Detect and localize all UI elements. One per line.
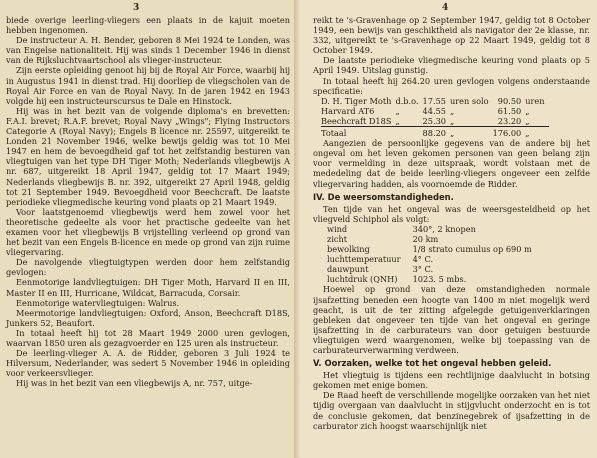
table-cell: „: [450, 105, 455, 116]
weather-intro: Ten tijde van het ongeval was de weersgesteldheid op het vliegveld Schiphol als volgt:: [313, 203, 590, 224]
table-cell: Beechcraft D18S: [321, 116, 395, 127]
page-number-left: 3: [133, 3, 140, 13]
weather-row: [327, 264, 544, 274]
table-cell: 20 km: [412, 233, 439, 244]
paragraph: Aangezien de persoonlijke gegevens van de andere bij het ongeval om het leven gekomen personen van geen belang zijn voor vermelding in deze uitspraak, wordt volstaan met de mededeling dat de beide leerling-vliegers ongeveer een zelfde vliegervaring hadden, als voornoemde de Ridder.: [313, 138, 590, 189]
weather-row: [327, 254, 544, 264]
table-row: [321, 96, 549, 106]
weather-row: [327, 274, 544, 284]
table-cell: 61.50: [497, 105, 522, 116]
table-cell: „: [395, 105, 400, 116]
weather-table: [327, 224, 544, 285]
table-cell: „: [450, 128, 455, 139]
table-cell: Totaal: [321, 128, 347, 139]
paragraph: Hij was in het bezit van een vliegbewijs A, nr. 757, uitge-: [16, 378, 253, 389]
table-cell: „: [525, 105, 530, 116]
paragraph: Zijn eerste opleiding genoot hij bij de Royal Air Force, waarbij hij in Augustus 1941 in dienst trad. Hij doorliep de vliegscholen van de Royal Air Force en van de Royal Navy. In de jaren 1942 en 1943 volgde hij een instructeurscursus te Dale en Hinstock.: [6, 65, 290, 106]
table-cell: 23.20: [493, 116, 526, 127]
paragraph: Eenmotorige landvliegtuigen: DH Tiger Moth, Harvard II en III, Master II en III, Hurricane, Wildcat, Barracuda, Corsair.: [6, 277, 290, 298]
weather-row: [327, 224, 544, 234]
table-cell: 90.50: [497, 95, 522, 106]
paragraph: Voor laatstgenoemd vliegbewijs werd hem zowel voor het theoretische gedeelte als voor het practische gedeelte van het examen voor het vliegbewijs B vrijstelling verleend op grond van het bezit van een Engels B-licence en mede op grond van zijn ruime vliegervaring.: [6, 206, 290, 258]
causes-paragraph-2: De Raad heeft de verschillende mogelijke oorzaken van het niet tijdig overgaan van daalvlucht in stijgvlucht onderzocht en is tot de conclusie gekomen, dat benzinegebrek of ijsafzetting in de carburator zich hoogst waarschijnlijk niet: [313, 390, 590, 431]
table-cell: „: [525, 128, 530, 139]
table-cell: 1023. 5 mbs.: [412, 274, 467, 285]
paragraph: De leerling-vlieger A. A. de Ridder, geboren 3 Juli 1924 te Hilversum, Nederlander, was sedert 5 November 1946 in opleiding voor verkeersvlieger.: [6, 348, 290, 379]
paragraph: reikt te 's-Gravenhage op 2 September 1947, geldig tot 8 October 1949, een bewijs van geschiktheid als navigator der 2e klasse, nr. 332, uitgereikt te 's-Gravenhage op 22 Maart 1949, geldig tot 8 October 1949.: [313, 15, 590, 56]
table-cell: 176.00: [492, 128, 522, 139]
table-cell: Harvard AT6: [321, 105, 375, 116]
table-cell: luchttemperatuur: [327, 254, 401, 265]
table-cell: 25.30: [423, 116, 450, 127]
weather-body: Hoewel op grond van deze omstandigheden normale ijsafzetting beneden een hoogte van 1400 m niet mogelijk werd geacht, is uit de ter zitting afgelegde getuigenverklaringen gebleken dat ongeveer ten tijde van het ongeval en geringe ijsafzetting in de carburateurs van door getuigen bestuurde vliegtuigen werd waargenomen, welke bij toepassing van de carburateurverwarming verdween.: [313, 284, 590, 355]
table-cell: 3° C.: [412, 264, 434, 275]
paragraph: De laatste periodieke vliegmedische keuring vond plaats op 5 April 1949. Uitslag gunstig.: [313, 55, 590, 76]
table-row: [321, 116, 549, 127]
table-cell: „: [525, 116, 548, 127]
right-page-text: [313, 15, 590, 431]
table-cell: „: [395, 116, 422, 127]
table-cell: D. H. Tiger Moth: [321, 95, 392, 106]
table-cell: [395, 127, 422, 139]
section-iv-heading: IV. De weersomstandigheden.: [313, 191, 454, 202]
table-cell: 88.20: [422, 128, 446, 139]
table-row: [321, 106, 549, 116]
table-cell: 17.55: [422, 95, 446, 106]
paragraph: In totaal heeft hij tot 28 Maart 1949 2000 uren gevlogen, waarvan 1850 uren als gezagvoerder en 125 uren als instructeur.: [6, 327, 290, 348]
table-cell: zicht: [327, 233, 348, 244]
paragraph: Hij was in het bezit van de volgende diploma's en brevetten: F.A.I. brevet; R.A.F. brevet; Royal Navy „Wings"; Flying Instructors Categorie A (Royal Navy); Engels B licence nr. 25597, uitgereikt te Londen 21 November 1946, welke bewijs geldig was tot 10 Mei 1947 en hem de bevoegdheid gaf tot het zelfstandig besturen van vliegtuigen van het type DH Tiger Moth; Nederlands vliegbewijs A nr. 687, uitgereikt 18 April 1947, geldig tot 17 Maart 1949; Nederlands vliegbewijs B. nr. 392, uitgereikt 27 April 1948, geldig tot 21 September 1949. Bevoegdheid voor Beechcraft. De laatste periodieke vliegmedische keuring vond plaats op 21 Maart 1949.: [6, 105, 290, 207]
weather-row: [327, 234, 544, 244]
table-cell: uren: [525, 95, 545, 106]
table-cell: 340°, 2 knopen: [412, 223, 476, 234]
right-middle-paragraphs: [313, 138, 590, 188]
paragraph: Meermotorige landvliegtuigen: Oxford, Anson, Beechcraft D18S, Junkers 52, Beaufort.: [6, 307, 290, 328]
paragraph: In totaal heeft hij 264.20 uren gevlogen volgens onderstaande specificatie:: [313, 75, 590, 96]
weather-row: [327, 244, 544, 254]
table-total-row: [321, 127, 549, 139]
paragraph: biede overige leerling-vliegers een plaats in de kajuit moeten hebben ingenomen.: [6, 15, 290, 36]
paragraph: De navolgende vliegtuigtypen werden door hem zelfstandig gevlogen:: [6, 257, 290, 278]
paragraph: De instructeur A. H. Bender, geboren 8 Mei 1924 te Londen, was van Engelse nationaliteit. Hij was sinds 1 December 1946 in dienst van de Rijksluchtvaartschool als vlieger-instructeur.: [6, 35, 290, 66]
causes-paragraph-1: Het vliegtuig is tijdens een rechtlijnige daalvlucht in botsing gekomen met enige bomen.: [313, 370, 590, 391]
section-v-heading: V. Oorzaken, welke tot het ongeval hebben geleid.: [313, 358, 552, 369]
page-number-right: 4: [442, 3, 449, 13]
table-cell: wind: [327, 223, 348, 234]
table-cell: dauwpunt: [327, 264, 369, 275]
flight-hours-table: [321, 96, 549, 138]
table-cell: luchtdruk (QNH): [327, 274, 398, 285]
right-page: [300, 0, 597, 458]
table-cell: bewolking: [327, 244, 370, 255]
table-cell: „: [450, 116, 493, 127]
paragraph: Eenmotorige watervliegtuigen: Walrus.: [16, 297, 180, 308]
table-cell: 4° C.: [412, 254, 434, 265]
left-page: [0, 0, 296, 458]
left-page-text: [6, 15, 290, 388]
table-cell: 1/8 strato cumulus op 690 m: [412, 244, 532, 255]
table-cell: d.b.o.: [395, 95, 419, 106]
table-cell: 44.55: [422, 105, 446, 116]
right-intro-paragraphs: [313, 15, 590, 96]
table-cell: uren solo: [450, 95, 489, 106]
